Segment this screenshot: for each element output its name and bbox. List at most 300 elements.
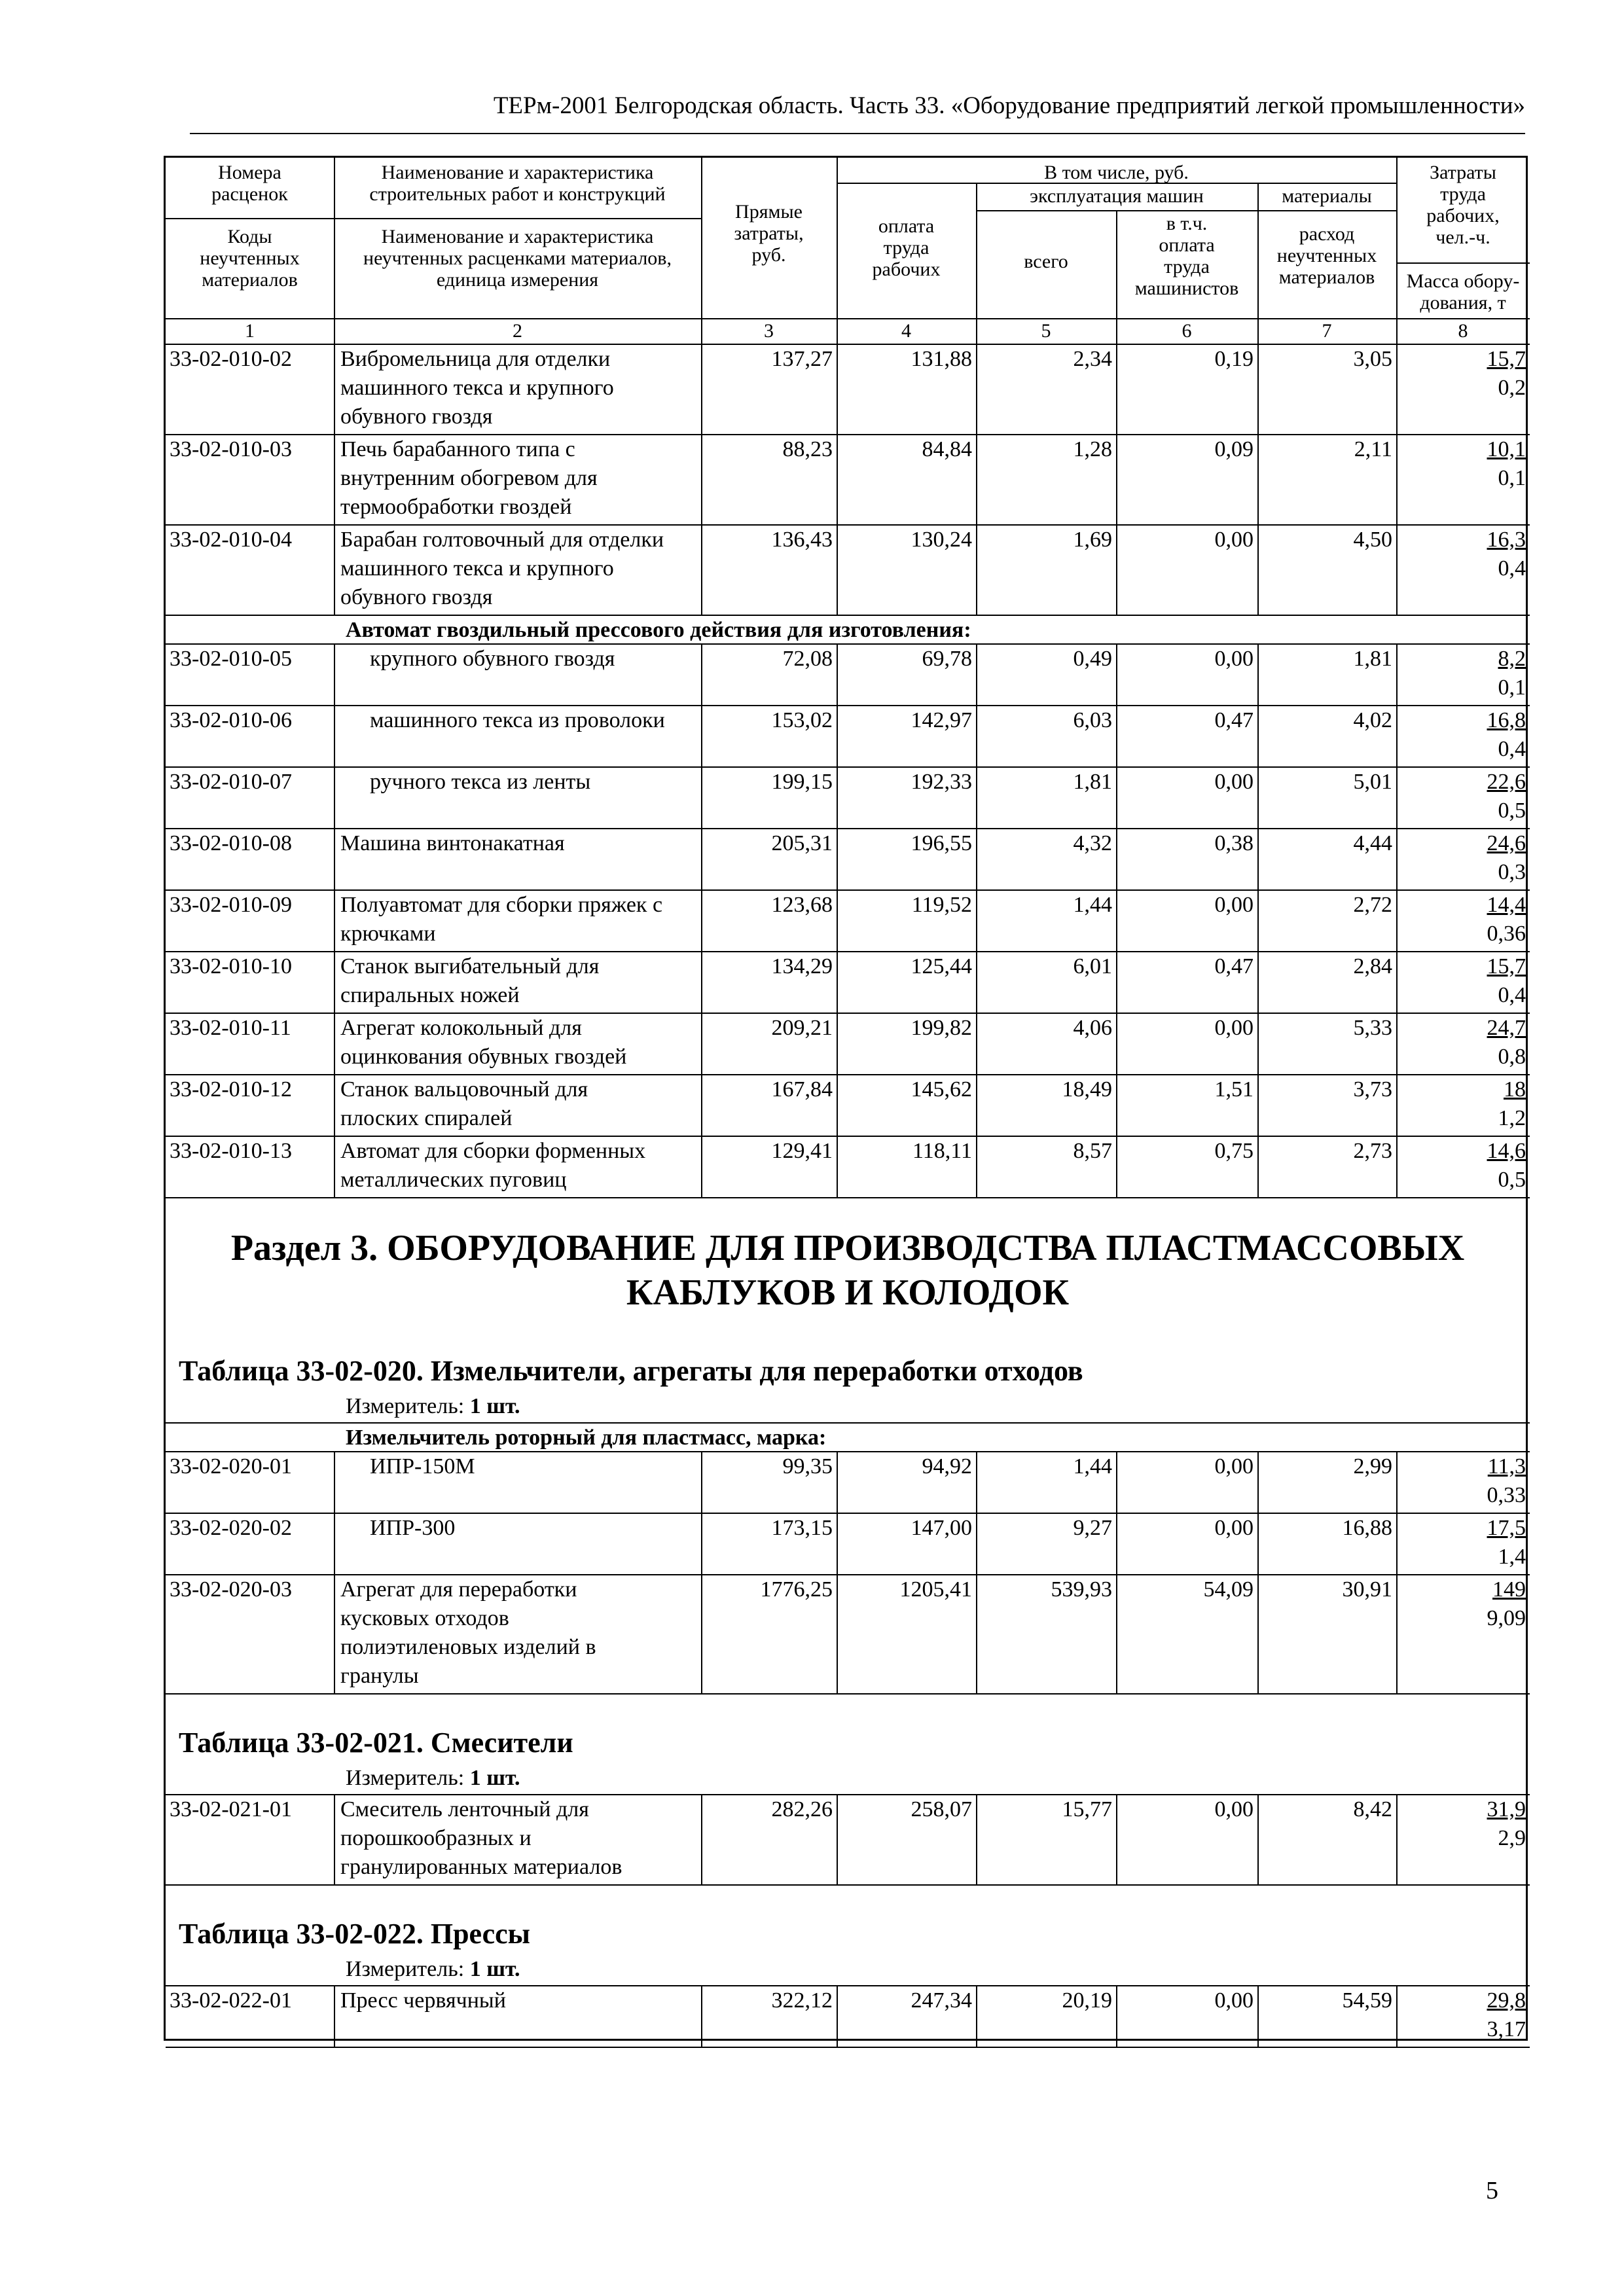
operator-wages: 54,09 bbox=[1203, 1577, 1254, 1602]
header-label: Номера bbox=[218, 162, 281, 183]
table-title: Таблица 33-02-021. Смесители bbox=[179, 1727, 573, 1759]
machine-cost: 8,57 bbox=[1073, 1139, 1112, 1163]
column-rule bbox=[1116, 889, 1117, 951]
operator-wages: 0,00 bbox=[1214, 1988, 1254, 2013]
column-rule bbox=[1396, 643, 1398, 705]
operator-wages: 0,00 bbox=[1214, 770, 1254, 794]
section-title: Раздел 3. ОБОРУДОВАНИЕ ДЛЯ ПРОИЗВОДСТВА ПЛАСТМАССОВЫХ bbox=[230, 1228, 1465, 1268]
unit-of-measure bbox=[346, 1392, 520, 1421]
work-name-line: Агрегат для переработки bbox=[340, 1577, 577, 1602]
column-rule bbox=[837, 524, 838, 615]
header-label: Коды bbox=[227, 226, 272, 247]
rate-code: 33-02-010-08 bbox=[170, 831, 292, 855]
row-rule bbox=[166, 1884, 1530, 1886]
operator-wages: 0,00 bbox=[1214, 1016, 1254, 1040]
row-rule bbox=[166, 1693, 1530, 1695]
column-rule bbox=[1396, 1013, 1398, 1074]
work-name-line: Вибромельница для отделки bbox=[340, 347, 611, 371]
column-number: 1 bbox=[245, 320, 255, 342]
machine-cost: 1,44 bbox=[1073, 893, 1112, 917]
work-name-line: Автомат для сборки форменных bbox=[340, 1139, 646, 1163]
work-name-line: Машина винтонакатная bbox=[340, 831, 565, 855]
header-label: эксплуатация машин bbox=[1030, 185, 1204, 207]
labor-hours: 14,6 bbox=[1487, 1139, 1526, 1163]
column-rule bbox=[334, 158, 335, 318]
column-rule bbox=[1257, 889, 1259, 951]
equipment-mass: 0,33 bbox=[1487, 1483, 1526, 1507]
column-rule bbox=[837, 1451, 838, 1513]
equipment-mass: 0,2 bbox=[1498, 376, 1526, 400]
column-rule bbox=[1116, 1136, 1117, 1197]
worker-wages: 118,11 bbox=[912, 1139, 972, 1163]
column-rule bbox=[1116, 1513, 1117, 1574]
column-rule bbox=[1257, 643, 1259, 705]
operator-wages: 0,09 bbox=[1214, 437, 1254, 461]
materials-cost: 16,88 bbox=[1342, 1516, 1392, 1540]
column-rule bbox=[701, 344, 702, 434]
column-rule bbox=[334, 889, 335, 951]
column-rule bbox=[701, 524, 702, 615]
rate-code: 33-02-010-02 bbox=[170, 347, 292, 371]
operator-wages: 0,47 bbox=[1214, 708, 1254, 732]
column-rule bbox=[701, 1136, 702, 1197]
direct-cost: 322,12 bbox=[771, 1988, 833, 2013]
labor-hours: 17,5 bbox=[1487, 1516, 1526, 1540]
table-title: Таблица 33-02-022. Прессы bbox=[179, 1918, 531, 1950]
unit-value: 1 шт. bbox=[469, 1766, 520, 1790]
rate-table-sheet bbox=[164, 156, 1528, 2041]
machine-cost: 15,77 bbox=[1062, 1797, 1112, 1821]
column-rule bbox=[1257, 766, 1259, 828]
column-rule bbox=[1116, 434, 1117, 524]
column-rule bbox=[1257, 434, 1259, 524]
column-rule bbox=[1396, 1985, 1398, 2047]
column-rule bbox=[976, 951, 977, 1013]
operator-wages: 0,00 bbox=[1214, 528, 1254, 552]
machine-cost: 2,34 bbox=[1073, 347, 1112, 371]
work-name-line: обувного гвоздя bbox=[340, 404, 493, 429]
column-rule bbox=[701, 951, 702, 1013]
work-name-line: ИПР-150М bbox=[370, 1454, 475, 1479]
work-name-line: машинного текса и крупного bbox=[340, 556, 614, 581]
column-number: 2 bbox=[513, 320, 522, 342]
header-label: затраты, bbox=[734, 223, 804, 244]
equipment-mass: 0,5 bbox=[1498, 798, 1526, 823]
column-rule bbox=[1257, 1794, 1259, 1884]
unit-of-measure bbox=[346, 1955, 520, 1984]
column-rule bbox=[837, 889, 838, 951]
column-number: 8 bbox=[1458, 320, 1468, 342]
work-name-line: металлических пуговиц bbox=[340, 1168, 567, 1192]
column-rule bbox=[334, 434, 335, 524]
rate-code: 33-02-010-03 bbox=[170, 437, 292, 461]
work-name-line: Станок вальцовочный для bbox=[340, 1077, 588, 1102]
column-rule bbox=[837, 828, 838, 889]
work-name-line: плоских спиралей bbox=[340, 1106, 513, 1130]
column-rule bbox=[1116, 828, 1117, 889]
column-rule bbox=[701, 318, 702, 344]
header-label: машинистов bbox=[1134, 278, 1239, 299]
machine-cost: 6,01 bbox=[1073, 954, 1112, 978]
equipment-mass: 0,1 bbox=[1498, 675, 1526, 700]
group-heading: Измельчитель роторный для пластмасс, марка: bbox=[346, 1426, 827, 1450]
machine-cost: 18,49 bbox=[1062, 1077, 1112, 1102]
header-label: Наименование и характеристика bbox=[381, 162, 654, 183]
rate-code: 33-02-010-10 bbox=[170, 954, 292, 978]
header-label: материалов bbox=[1278, 266, 1375, 288]
column-rule bbox=[837, 434, 838, 524]
table-title: Таблица 33-02-020. Измельчители, агрегаты для переработки отходов bbox=[179, 1355, 1083, 1387]
column-rule bbox=[837, 705, 838, 766]
column-rule bbox=[976, 1794, 977, 1884]
column-number: 7 bbox=[1322, 320, 1332, 342]
column-rule bbox=[701, 1074, 702, 1136]
operator-wages: 0,00 bbox=[1214, 893, 1254, 917]
work-name-line: гранулированных материалов bbox=[340, 1855, 623, 1879]
operator-wages: 0,00 bbox=[1214, 1797, 1254, 1821]
column-rule bbox=[1257, 1074, 1259, 1136]
column-rule bbox=[1396, 828, 1398, 889]
work-name-line: ручного текса из ленты bbox=[370, 770, 591, 794]
column-rule bbox=[1396, 1451, 1398, 1513]
direct-cost: 129,41 bbox=[771, 1139, 833, 1163]
column-rule bbox=[976, 1451, 977, 1513]
work-name-line: полиэтиленовых изделий в bbox=[340, 1635, 596, 1659]
work-name-line: крупного обувного гвоздя bbox=[370, 647, 615, 671]
column-rule bbox=[1396, 344, 1398, 434]
materials-cost: 4,02 bbox=[1353, 708, 1392, 732]
column-rule bbox=[1257, 1513, 1259, 1574]
column-rule bbox=[1396, 434, 1398, 524]
worker-wages: 1205,41 bbox=[899, 1577, 972, 1602]
equipment-mass: 1,4 bbox=[1498, 1545, 1526, 1569]
column-rule bbox=[976, 1074, 977, 1136]
header-label: единица измерения bbox=[436, 269, 599, 291]
column-rule bbox=[837, 158, 838, 318]
materials-cost: 3,05 bbox=[1353, 347, 1392, 371]
column-rule bbox=[1396, 951, 1398, 1013]
work-name-line: крючками bbox=[340, 922, 436, 946]
column-rule bbox=[334, 705, 335, 766]
column-rule bbox=[701, 1794, 702, 1884]
worker-wages: 142,97 bbox=[911, 708, 972, 732]
worker-wages: 94,92 bbox=[922, 1454, 972, 1479]
header-label: В том числе, руб. bbox=[1044, 162, 1189, 183]
header-label: Затраты bbox=[1430, 162, 1496, 183]
column-rule bbox=[701, 1013, 702, 1074]
column-rule bbox=[1257, 1985, 1259, 2047]
work-name-line: обувного гвоздя bbox=[340, 585, 493, 609]
column-rule bbox=[1396, 1794, 1398, 1884]
machine-cost: 20,19 bbox=[1062, 1988, 1112, 2013]
machine-cost: 4,32 bbox=[1073, 831, 1112, 855]
rate-code: 33-02-010-07 bbox=[170, 770, 292, 794]
column-rule bbox=[976, 1513, 977, 1574]
column-number: 5 bbox=[1041, 320, 1051, 342]
column-rule bbox=[334, 951, 335, 1013]
worker-wages: 84,84 bbox=[922, 437, 972, 461]
labor-hours: 14,4 bbox=[1487, 893, 1526, 917]
column-rule bbox=[976, 1574, 977, 1693]
operator-wages: 0,19 bbox=[1214, 347, 1254, 371]
worker-wages: 125,44 bbox=[911, 954, 972, 978]
materials-cost: 2,84 bbox=[1353, 954, 1392, 978]
column-rule bbox=[1116, 643, 1117, 705]
row-rule bbox=[166, 318, 1530, 319]
column-rule bbox=[334, 643, 335, 705]
materials-cost: 8,42 bbox=[1353, 1797, 1392, 1821]
machine-cost: 1,69 bbox=[1073, 528, 1112, 552]
unit-value: 1 шт. bbox=[469, 1957, 520, 1981]
work-name-line: Полуавтомат для сборки пряжек с bbox=[340, 893, 663, 917]
column-rule bbox=[334, 1574, 335, 1693]
work-name-line: кусковых отходов bbox=[340, 1606, 509, 1630]
column-rule bbox=[1257, 951, 1259, 1013]
column-rule bbox=[1396, 1513, 1398, 1574]
column-rule bbox=[976, 828, 977, 889]
direct-cost: 88,23 bbox=[782, 437, 833, 461]
equipment-mass: 0,4 bbox=[1498, 737, 1526, 761]
column-rule bbox=[1396, 318, 1398, 344]
operator-wages: 1,51 bbox=[1214, 1077, 1254, 1102]
column-rule bbox=[837, 1574, 838, 1693]
column-rule bbox=[1257, 1013, 1259, 1074]
column-rule bbox=[976, 1985, 977, 2047]
direct-cost: 137,27 bbox=[771, 347, 833, 371]
direct-cost: 205,31 bbox=[771, 831, 833, 855]
direct-cost: 136,43 bbox=[771, 528, 833, 552]
machine-cost: 1,44 bbox=[1073, 1454, 1112, 1479]
column-rule bbox=[837, 318, 838, 344]
rate-code: 33-02-010-12 bbox=[170, 1077, 292, 1102]
header-label: труда bbox=[1164, 256, 1210, 278]
column-rule bbox=[1257, 705, 1259, 766]
column-rule bbox=[334, 1013, 335, 1074]
labor-hours: 149 bbox=[1492, 1577, 1526, 1602]
unit-label: Измеритель: bbox=[346, 1957, 470, 1981]
row-rule bbox=[1396, 262, 1530, 264]
header-label: материалов bbox=[202, 269, 298, 291]
labor-hours: 18 bbox=[1504, 1077, 1526, 1102]
header-label: дования, т bbox=[1420, 292, 1506, 314]
machine-cost: 4,06 bbox=[1073, 1016, 1112, 1040]
work-name-line: Смеситель ленточный для bbox=[340, 1797, 589, 1821]
header-rule bbox=[190, 133, 1525, 134]
materials-cost: 2,73 bbox=[1353, 1139, 1392, 1163]
equipment-mass: 0,1 bbox=[1498, 466, 1526, 490]
column-rule bbox=[976, 1013, 977, 1074]
work-name-line: гранулы bbox=[340, 1664, 419, 1688]
work-name-line: оцинкования обувных гвоздей bbox=[340, 1045, 627, 1069]
column-rule bbox=[1257, 318, 1259, 344]
header-label: неучтенных bbox=[200, 247, 300, 269]
row-rule bbox=[166, 2047, 1530, 2048]
labor-hours: 8,2 bbox=[1498, 647, 1526, 671]
column-rule bbox=[1257, 828, 1259, 889]
work-name-line: внутренним обогревом для bbox=[340, 466, 598, 490]
equipment-mass: 0,5 bbox=[1498, 1168, 1526, 1192]
column-rule bbox=[1116, 524, 1117, 615]
column-rule bbox=[1396, 766, 1398, 828]
labor-hours: 16,3 bbox=[1487, 528, 1526, 552]
machine-cost: 6,03 bbox=[1073, 708, 1112, 732]
operator-wages: 0,47 bbox=[1214, 954, 1254, 978]
column-rule bbox=[701, 1513, 702, 1574]
work-name-line: порошкообразных и bbox=[340, 1826, 532, 1850]
column-rule bbox=[334, 1985, 335, 2047]
unit-value: 1 шт. bbox=[469, 1394, 520, 1418]
materials-cost: 2,11 bbox=[1354, 437, 1392, 461]
column-rule bbox=[837, 344, 838, 434]
header-label: расход bbox=[1299, 223, 1355, 245]
column-rule bbox=[701, 889, 702, 951]
direct-cost: 209,21 bbox=[771, 1016, 833, 1040]
column-rule bbox=[1116, 705, 1117, 766]
labor-hours: 22,6 bbox=[1487, 770, 1526, 794]
column-rule bbox=[976, 344, 977, 434]
materials-cost: 3,73 bbox=[1353, 1077, 1392, 1102]
column-rule bbox=[1116, 766, 1117, 828]
operator-wages: 0,75 bbox=[1214, 1139, 1254, 1163]
column-rule bbox=[1116, 1013, 1117, 1074]
worker-wages: 131,88 bbox=[911, 347, 972, 371]
machine-cost: 539,93 bbox=[1051, 1577, 1112, 1602]
column-rule bbox=[334, 766, 335, 828]
labor-hours: 29,8 bbox=[1487, 1988, 1526, 2013]
materials-cost: 54,59 bbox=[1342, 1988, 1392, 2013]
column-rule bbox=[976, 1136, 977, 1197]
unit-label: Измеритель: bbox=[346, 1766, 470, 1790]
work-name-line: Агрегат колокольный для bbox=[340, 1016, 582, 1040]
column-rule bbox=[1396, 1574, 1398, 1693]
rate-code: 33-02-021-01 bbox=[170, 1797, 292, 1821]
unit-label: Измеритель: bbox=[346, 1394, 470, 1418]
column-rule bbox=[976, 524, 977, 615]
materials-cost: 2,99 bbox=[1353, 1454, 1392, 1479]
column-rule bbox=[976, 766, 977, 828]
equipment-mass: 0,36 bbox=[1487, 922, 1526, 946]
column-rule bbox=[334, 1136, 335, 1197]
work-name-line: Станок выгибательный для bbox=[340, 954, 600, 978]
direct-cost: 1776,25 bbox=[760, 1577, 833, 1602]
column-rule bbox=[1257, 344, 1259, 434]
worker-wages: 196,55 bbox=[911, 831, 972, 855]
column-rule bbox=[1396, 1136, 1398, 1197]
work-name-line: машинного текса и крупного bbox=[340, 376, 614, 400]
operator-wages: 0,38 bbox=[1214, 831, 1254, 855]
work-name-line: ИПР-300 bbox=[370, 1516, 456, 1540]
column-rule bbox=[334, 524, 335, 615]
work-name-line: Барабан голтовочный для отделки bbox=[340, 528, 664, 552]
direct-cost: 173,15 bbox=[771, 1516, 833, 1540]
equipment-mass: 0,4 bbox=[1498, 556, 1526, 581]
equipment-mass: 0,3 bbox=[1498, 860, 1526, 884]
direct-cost: 167,84 bbox=[771, 1077, 833, 1102]
header-label: оплата bbox=[878, 215, 935, 237]
header-label: всего bbox=[1024, 251, 1068, 272]
rate-code: 33-02-020-02 bbox=[170, 1516, 292, 1540]
worker-wages: 130,24 bbox=[911, 528, 972, 552]
machine-cost: 1,28 bbox=[1073, 437, 1112, 461]
labor-hours: 11,3 bbox=[1487, 1454, 1526, 1479]
rate-code: 33-02-010-04 bbox=[170, 528, 292, 552]
column-rule bbox=[837, 1074, 838, 1136]
row-rule bbox=[976, 210, 1396, 211]
header-label: Масса обору- bbox=[1406, 270, 1520, 292]
work-name-line: спиральных ножей bbox=[340, 983, 520, 1007]
materials-cost: 4,44 bbox=[1353, 831, 1392, 855]
direct-cost: 199,15 bbox=[771, 770, 833, 794]
rate-code: 33-02-010-06 bbox=[170, 708, 292, 732]
column-rule bbox=[701, 643, 702, 705]
work-name-line: Пресс червячный bbox=[340, 1988, 506, 2013]
rate-code: 33-02-010-09 bbox=[170, 893, 292, 917]
page-number: 5 bbox=[1486, 2177, 1498, 2204]
labor-hours: 24,6 bbox=[1487, 831, 1526, 855]
column-rule bbox=[334, 344, 335, 434]
column-rule bbox=[1116, 951, 1117, 1013]
operator-wages: 0,00 bbox=[1214, 1516, 1254, 1540]
column-rule bbox=[701, 705, 702, 766]
labor-hours: 16,8 bbox=[1487, 708, 1526, 732]
rate-code: 33-02-010-11 bbox=[170, 1016, 291, 1040]
header-label: рабочих, bbox=[1426, 205, 1500, 226]
rate-code: 33-02-020-01 bbox=[170, 1454, 292, 1479]
materials-cost: 5,01 bbox=[1353, 770, 1392, 794]
column-rule bbox=[701, 766, 702, 828]
header-label: труда bbox=[1440, 183, 1486, 205]
column-rule bbox=[837, 1513, 838, 1574]
equipment-mass: 3,17 bbox=[1487, 2017, 1526, 2041]
column-rule bbox=[1396, 889, 1398, 951]
column-number: 4 bbox=[901, 320, 911, 342]
direct-cost: 99,35 bbox=[782, 1454, 833, 1479]
row-rule bbox=[837, 183, 1396, 184]
header-label: чел.-ч. bbox=[1435, 226, 1490, 248]
materials-cost: 4,50 bbox=[1353, 528, 1392, 552]
column-rule bbox=[976, 643, 977, 705]
column-rule bbox=[1257, 524, 1259, 615]
work-name-line: термообработки гвоздей bbox=[340, 495, 572, 519]
rate-code: 33-02-020-03 bbox=[170, 1577, 292, 1602]
header-label: руб. bbox=[751, 244, 786, 266]
labor-hours: 10,1 bbox=[1487, 437, 1526, 461]
labor-hours: 31,9 bbox=[1487, 1797, 1526, 1821]
column-rule bbox=[976, 889, 977, 951]
column-rule bbox=[701, 1574, 702, 1693]
column-rule bbox=[1257, 1574, 1259, 1693]
column-rule bbox=[1257, 183, 1259, 318]
rate-code: 33-02-010-05 bbox=[170, 647, 292, 671]
column-rule bbox=[334, 1794, 335, 1884]
column-rule bbox=[701, 828, 702, 889]
column-rule bbox=[1116, 1985, 1117, 2047]
column-rule bbox=[1116, 1574, 1117, 1693]
column-rule bbox=[1396, 524, 1398, 615]
header-label: Наименование и характеристика bbox=[381, 226, 654, 247]
worker-wages: 69,78 bbox=[922, 647, 972, 671]
column-rule bbox=[701, 1985, 702, 2047]
header-label: оплата bbox=[1159, 234, 1215, 256]
column-rule bbox=[976, 183, 977, 318]
equipment-mass: 0,8 bbox=[1498, 1045, 1526, 1069]
header-label: в т.ч. bbox=[1166, 213, 1208, 234]
column-rule bbox=[1116, 318, 1117, 344]
header-label: расценок bbox=[211, 183, 288, 205]
equipment-mass: 0,4 bbox=[1498, 983, 1526, 1007]
column-rule bbox=[976, 705, 977, 766]
worker-wages: 258,07 bbox=[911, 1797, 972, 1821]
